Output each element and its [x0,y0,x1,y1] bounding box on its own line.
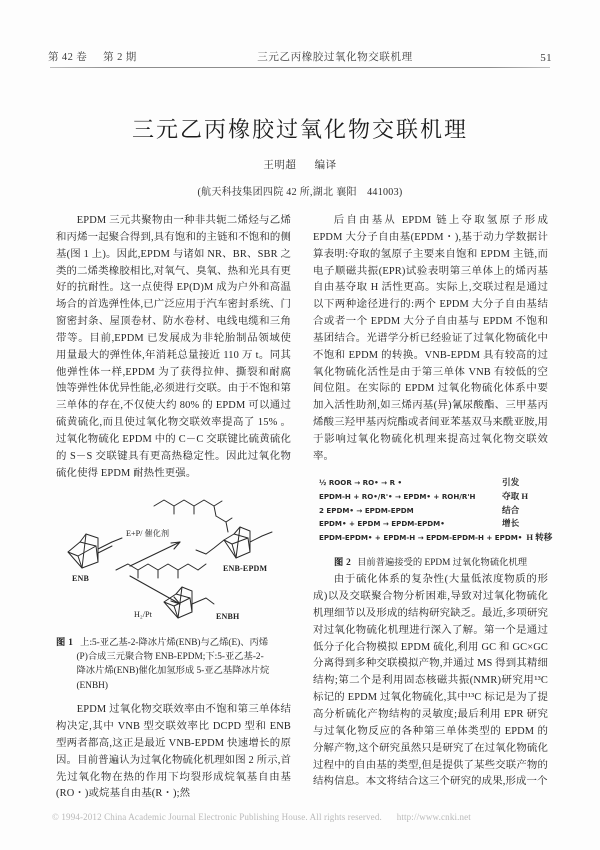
figure-1-caption-line-2: (P)合成三元聚合物 ENB-EPDM;下:5-亚乙基-2- [76,651,264,662]
reaction-equation: ½ ROOR → RO• → R • [319,477,403,487]
structure-label-enb: ENB [72,573,90,583]
title-block [48,118,552,198]
structure-label-enb-epdm: ENB-EPDM [223,563,268,573]
figure-2 [313,476,553,569]
running-head [48,44,552,64]
reaction-equation: EPDM-H + RO•/R'• → EPDM• + ROH/R'H [319,491,476,501]
reaction-row [319,476,548,490]
copyright-footer [52,812,471,822]
reaction-equation: EPDM• + EPDM → EPDM-EPDM• [319,519,445,529]
chemical-structure-diagram [56,492,291,634]
figure-1-label: 图 1 [56,637,74,648]
reaction-step-tag: 增长 [502,518,520,529]
reaction-row [319,531,553,545]
figure-1-artwork [56,492,291,634]
left-paragraph-1: EPDM 三元共聚物由一种非共轭二烯烃与乙烯和丙烯一起聚合得到,具有饱和的主链和不饱和的侧基(图 1 上)。因此,EPDM 与诸如 NR、BR、SBR 之类的二烯类橡胶相比,对氧气、臭氧、热和光具有更好的抗耐性。这一点使得 EP(D)M 成为户外和高温场合的首选弹性体,已广泛应用于汽车密封系统、门窗密封条、屋顶卷材、防水卷材、电线电缆和三角带等。目前,EPDM 已发展成为非轮胎制品领域使用量最大的弹性体,年消耗总量接近 110 万 t。同其他弹性体一样,EPDM 为了获得拉伸、撕裂和耐腐蚀等弹性体优异性能,必须进行交联。由于不饱和第三单体的存在,不仅使大约 80% 的 EPDM 可以通过硫黄硫化,而且使过氧化物交联效率提高了 15% 。过氧化物硫化 EPDM 中的 C－C 交联键比硫黄硫化的 S－S 交联键具有更高热稳定性。因此过氧化物硫化使得 EPDM 耐热性更强。 [56,215,291,479]
reaction-scheme [313,476,553,546]
figure-2-caption-text: 目前普遍接受的 EPDM 过氧化物硫化机理 [357,558,528,569]
author-name: 王明超 [263,160,297,172]
right-paragraph-2: 由于硫化体系的复杂性(大量低浓度物质的形成)以及交联聚合物分析困难,导致对过氧化物硫化机理细节以及形成的结构研究缺乏。最近,多项研究对过氧化物硫化机理进行深入了解。第一个是通过低分子化合物模拟 EPDM 硫化,利用 GC 和 GC×GC 分离得到多种交联模拟产物,并通过 MS 得到其精细结构;第二个是利用固态核磁共振(NMR)研究用¹³C 标记的 EPDM 过氧化物硫化,其中¹³C 标记是为了提高分析硫化产物结构的灵敏度;最后利用 EPR 研究与过氧化物反应的各种第三单体类型的 EPDM 的分解产物,这个研究虽然只是研究了在过氧化物硫化过程中的自由基的类型,但是提供了某些交联产物的结构信息。本文将结合这三个研究的成果,形成一个 [313,574,548,788]
volume-label: 第 42 卷 [48,52,88,63]
affiliation: (航天科技集团四院 42 所,湖北 襄阳 441003) [197,187,403,199]
copyright-text: © 1994-2012 China Academic Journal Electronic Publishing House. All rights reserved. [52,812,382,822]
reaction-row [319,517,548,531]
page-number: 51 [540,52,552,64]
arrow-label-catalyst: E+P/ 催化剂 [126,528,170,538]
left-paragraph-2: EPDM 过氧化物交联效率由不饱和第三单体结构决定,其中 VNB 型交联效率比 DCPD 型和 ENB 型两者都高,这正是最近 VNB-EPDM 快速增长的原因。目前普遍认为过氧化物硫化机理如图 2 所示,首先过氧化物在热的作用下均裂形成烷氧基自由基(RO・)或烷基自由基(R・);然 [56,704,291,800]
byline [48,157,552,172]
volume-issue [48,49,178,64]
right-column [313,213,553,803]
reaction-step-tag: 结合 [502,504,520,515]
left-column [56,213,291,803]
issue-label: 第 2 期 [103,52,137,63]
reaction-equation: 2 EPDM• → EPDM-EPDM [319,505,414,515]
right-paragraph-1: 后自由基从 EPDM 链上夺取氢原子形成 EPDM 大分子自由基(EPDM・),基于动力学数据计算表明:夺取的氢原子主要来自饱和 EPDM 主链,而电子顺磁共振(EPR)试验表明第三单体上的烯丙基自由基夺取 H 活性更高。实际上,交联过程是通过以下两种途径进行的:两个 EPDM 大分子自由基结合或者一个 EPDM 大分子自由基与 EPDM 不饱和基团结合。光谱学分析已经验证了过氧化物硫化中不饱和 EPDM 的转换。VNB-EPDM 具有较高的过氧化物硫化活性是由于第三单体 VNB 有较低的空间位阻。在实际的 EPDM 过氧化物硫化体系中要加入活性助剂,如三烯丙基(异)氰尿酸酯、三甲基丙烯酸三羟甲基丙烷酯或者间亚苯基双马来酰亚胺,用于影响过氧化物硫化机理来提高过氧化物交联效率。 [313,215,548,462]
reaction-step-tag: 引发 [502,476,520,487]
reaction-step-tag: 夺取 H [502,490,529,501]
reaction-row [319,490,548,504]
reaction-row [319,504,548,518]
publisher-url: http://www.cnki.net [396,812,471,822]
page-title: 三元乙丙橡胶过氧化物交联机理 [131,118,468,143]
structure-label-enbh: ENBH [216,611,240,621]
running-title: 三元乙丙橡胶过氧化物交联机理 [257,52,413,63]
figure-2-caption [313,554,548,568]
figure-1 [56,492,291,694]
reaction-step-tag: H 转移 [526,532,553,543]
body-columns [56,213,553,803]
reaction-equation: EPDM-EPDM• + EPDM-H → EPDM-EPDM-H + EPDM• [319,533,523,543]
figure-1-caption-line-1: 上:5-亚乙基-2-降冰片烯(ENB)与乙烯(E)、丙烯 [80,637,269,648]
figure-2-label: 图 2 [333,558,352,569]
figure-1-caption-line-3: 降冰片烯(ENB)催化加氢形成 5-亚乙基降冰片烷 [76,666,270,677]
author-role: 编译 [314,160,337,172]
figure-1-caption [56,636,291,694]
arrow-label-hydrogenation: H₂/Pt [134,609,152,619]
figure-1-caption-line-4: (ENBH) [76,680,108,691]
header-divider [50,67,550,68]
